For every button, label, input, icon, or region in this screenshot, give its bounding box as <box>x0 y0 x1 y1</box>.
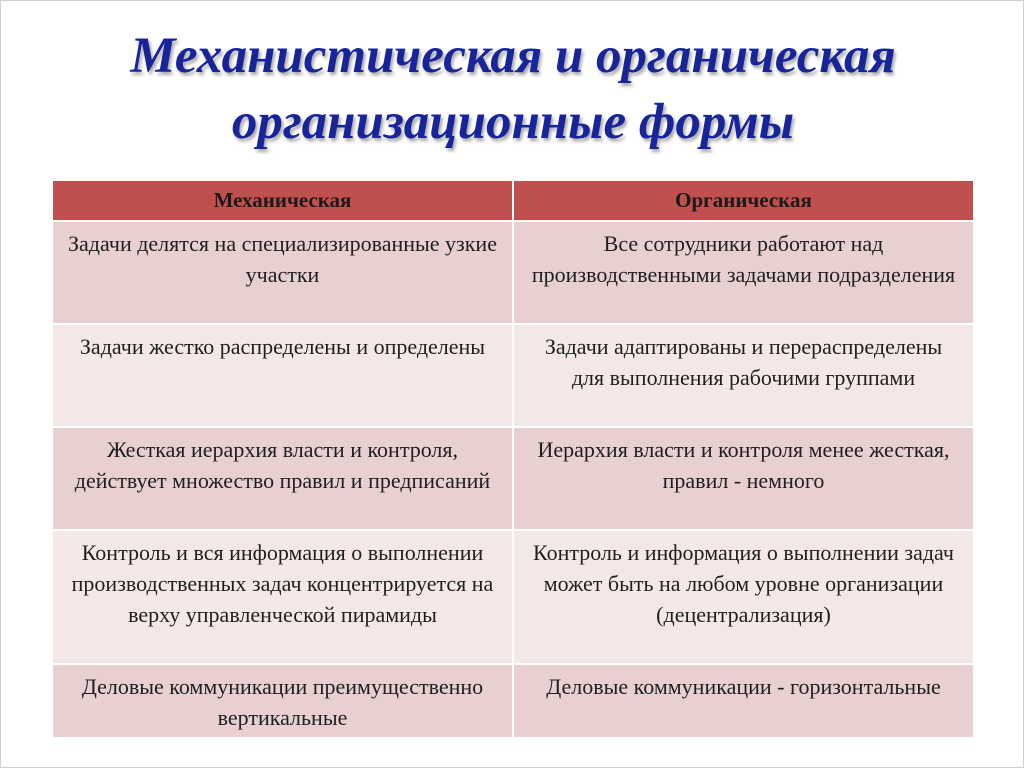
cell-mechanical: Деловые коммуникации преимущественно вертикальные <box>52 664 513 738</box>
slide-title <box>1 23 1024 155</box>
cell-organic: Иерархия власти и контроля менее жесткая, правил - немного <box>513 427 974 530</box>
table-row <box>52 664 974 738</box>
cell-mechanical: Контроль и вся информация о выполнении производственных задач концентрируется на верху управленческой пирамиды <box>52 530 513 664</box>
cell-mechanical: Задачи делятся на специализированные узкие участки <box>52 221 513 324</box>
slide-title-line-2: организационные формы <box>231 94 795 150</box>
comparison-table <box>51 179 975 739</box>
cell-organic: Контроль и информация о выполнении задач может быть на любом уровне организации (децентрализация) <box>513 530 974 664</box>
header-organic: Органическая <box>513 180 974 221</box>
cell-organic: Деловые коммуникации - горизонтальные <box>513 664 974 738</box>
table-row <box>52 530 974 664</box>
table-row <box>52 324 974 427</box>
cell-organic: Задачи адаптированы и перераспределены для выполнения рабочими группами <box>513 324 974 427</box>
cell-mechanical: Задачи жестко распределены и определены <box>52 324 513 427</box>
slide-title-line-1: Механистическая и органическая <box>130 28 896 84</box>
header-mechanical: Механическая <box>52 180 513 221</box>
cell-organic: Все сотрудники работают над производственными задачами подразделения <box>513 221 974 324</box>
table-row <box>52 221 974 324</box>
cell-mechanical: Жесткая иерархия власти и контроля, действует множество правил и предписаний <box>52 427 513 530</box>
table-row <box>52 427 974 530</box>
table-header-row <box>52 180 974 221</box>
